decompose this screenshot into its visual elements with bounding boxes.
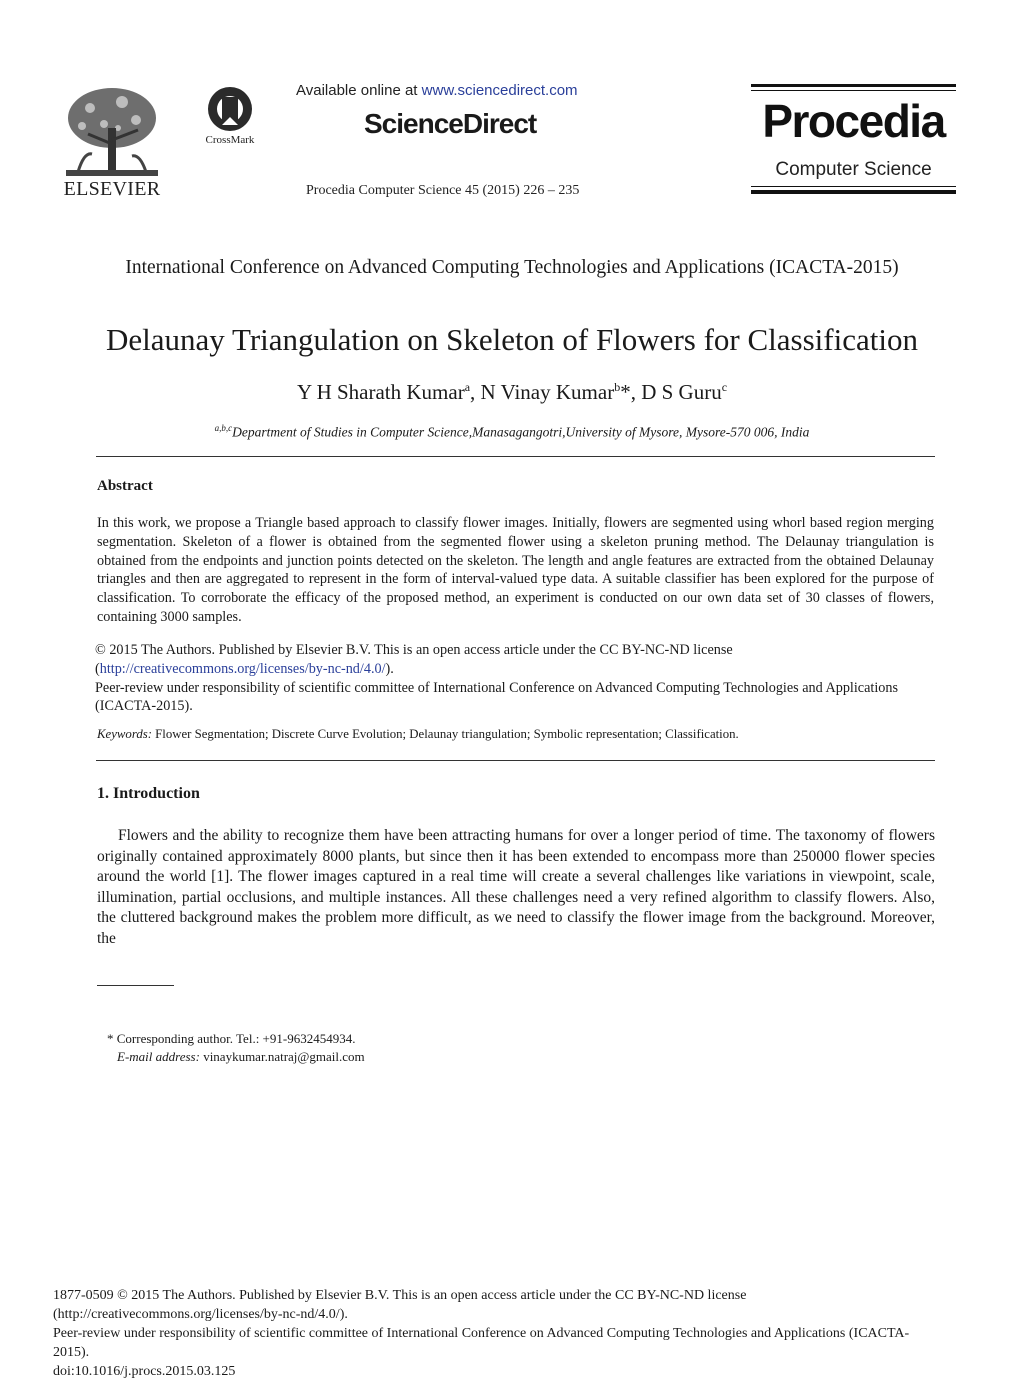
bottom-notice [53, 1286, 913, 1381]
conference-name: International Conference on Advanced Computing Technologies and Applications (ICACTA-2015) [125, 257, 899, 278]
keywords [97, 727, 937, 742]
author-list [96, 380, 928, 405]
affiliation-mark: a,b,c [214, 423, 233, 433]
author-affiliation-mark: a [464, 380, 471, 394]
introduction-heading: 1. Introduction [97, 785, 200, 802]
procedia-logo [751, 84, 956, 196]
author-affiliation-mark: b [614, 380, 621, 394]
peer-review-line: Peer-review under responsibility of scientific committee of International Conference on Advanced Computing Technologies and Applications (ICACTA-2015). [95, 679, 898, 715]
bottom-peer-review: Peer-review under responsibility of scientific committee of International Conference on Advanced Computing Technologies and Applications (ICACTA-2015). [53, 1326, 910, 1360]
paren: ). [339, 1307, 348, 1322]
publisher-name: ELSEVIER [63, 178, 161, 200]
paren: ). [385, 660, 394, 677]
footnote-rule [97, 985, 174, 986]
copyright-line: © 2015 The Authors. Published by Elsevier B.V. This is an open access article under the CC BY-NC-ND license [95, 642, 733, 658]
bottom-license-link[interactable]: http://creativecommons.org/licenses/by-nc-nd/4.0/ [57, 1307, 340, 1322]
affiliation [96, 423, 928, 441]
email-label: E-mail address: [117, 1049, 200, 1064]
paren: ( [95, 660, 100, 677]
availability-line [296, 82, 578, 99]
author-separator: , [470, 380, 481, 404]
email-address[interactable]: vinaykumar.natraj@gmail.com [199, 1049, 365, 1064]
affiliation-text: Department of Studies in Computer Science,Manasagangotri,University of Mysore, Mysore-570 006, India [232, 424, 810, 440]
divider [96, 760, 935, 761]
journal-reference: Procedia Computer Science 45 (2015) 226 – 235 [306, 183, 580, 198]
paper-title: Delaunay Triangulation on Skeleton of Flowers for Classification [106, 322, 918, 357]
corresponding-author: * Corresponding author. Tel.: +91-9632454934. [107, 1031, 356, 1046]
crossmark-icon[interactable] [205, 84, 255, 134]
crossmark-label: CrossMark [205, 134, 255, 146]
license-link[interactable]: http://creativecommons.org/licenses/by-nc-nd/4.0/ [99, 660, 386, 677]
author-affiliation-mark: c [721, 380, 728, 394]
email-line [107, 1048, 365, 1066]
copyright-block [95, 641, 935, 716]
availability-prefix: Available online at [296, 82, 422, 99]
keywords-text: Flower Segmentation; Discrete Curve Evolution; Delaunay triangulation; Symbolic representation; Classification. [151, 727, 739, 741]
divider [96, 456, 935, 457]
introduction-body: Flowers and the ability to recognize them have been attracting humans for over a longer period of time. The taxonomy of flowers originally contained approximately 8000 plants, but since then it has been extended to encompass more than 250000 flower species around the world [1]. The flower images captured in a real time will create a several challenges like variations in viewpoint, scale, illumination, partial occlusions, and multiple instances. All these challenges need a very refined algorithm to classify flowers. Also, the cluttered background makes the problem more difficult, as we need to classify the flower image from the background. Moreover, the [97, 827, 935, 947]
author-name: Y H Sharath Kumar [296, 380, 465, 404]
procedia-top-rule-thin [751, 90, 956, 91]
footnote [107, 1030, 365, 1066]
bottom-license-line [53, 1305, 913, 1324]
sciencedirect-logo: ScienceDirect [364, 108, 537, 139]
license-line [95, 660, 935, 679]
author-separator: *, [620, 380, 642, 404]
paren: ( [53, 1307, 58, 1322]
sciencedirect-link[interactable]: www.sciencedirect.com [421, 82, 578, 99]
procedia-bottom-rule-thin [751, 186, 956, 187]
abstract-body: In this work, we propose a Triangle based approach to classify flower images. Initially, flowers are segmented using whorl based region merging segmentation. Skeleton of a flower is obtained from the segmented flower using a skeleton pruning method. The Delaunay triangulation is obtained from the endpoints and junction points detected on the skeleton. The length and angle features are extracted from the obtained Delaunay triangles and then are aggregated to represent in the form of interval-valued type data. A suitable classifier has been explored for the purpose of classification. To corroborate the efficacy of the proposed method, an experiment is conducted on our own data set of 30 classes of flowers, containing 3000 samples. [97, 515, 934, 625]
procedia-top-rule [751, 84, 956, 87]
procedia-subtitle: Computer Science [775, 159, 932, 180]
elsevier-tree-logo [60, 84, 164, 180]
doi[interactable]: doi:10.1016/j.procs.2015.03.125 [53, 1364, 236, 1379]
author-name: N Vinay Kumar [480, 380, 615, 404]
procedia-title: Procedia [762, 95, 945, 147]
keywords-label: Keywords: [97, 727, 152, 741]
issn-copyright-line: 1877-0509 © 2015 The Authors. Published by Elsevier B.V. This is an open access article under the CC BY-NC-ND license [53, 1288, 747, 1303]
author-name: D S Guru [641, 380, 722, 404]
procedia-bottom-rule [751, 190, 956, 194]
abstract-heading: Abstract [97, 478, 153, 494]
